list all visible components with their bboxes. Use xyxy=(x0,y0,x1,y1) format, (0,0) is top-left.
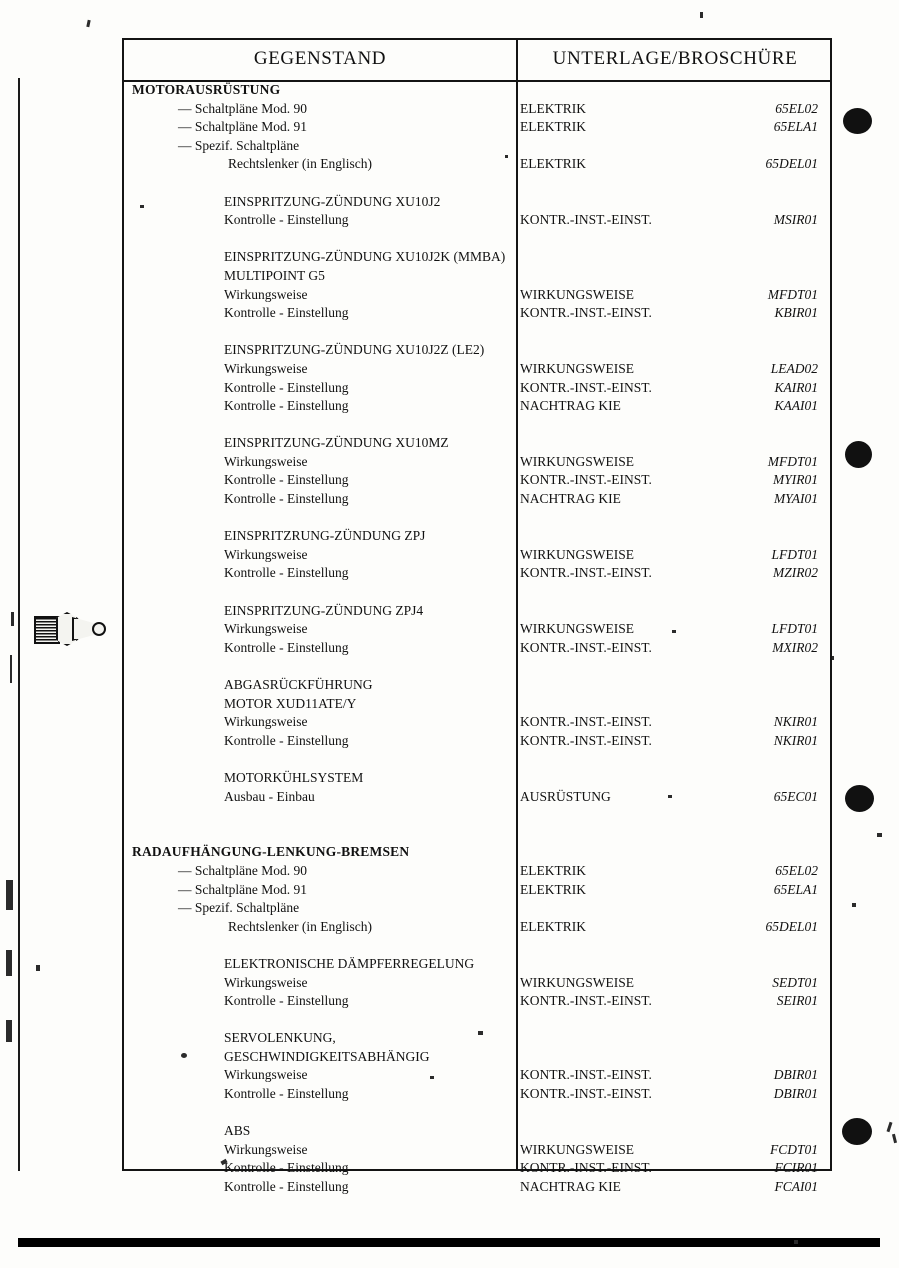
table-row xyxy=(124,1049,830,1068)
row-subject: EINSPRITZUNG-ZÜNDUNG XU10J2Z (LE2) xyxy=(224,342,485,358)
table-spacer-row xyxy=(124,510,830,529)
row-subject: Wirkungsweise xyxy=(224,1141,308,1157)
scan-artifact-blob xyxy=(842,1118,872,1145)
row-document: WIRKUNGSWEISE xyxy=(520,621,634,637)
table-row xyxy=(124,212,830,231)
content-table xyxy=(122,38,832,1195)
row-subject: Kontrolle - Einstellung xyxy=(224,472,349,488)
row-subject: — Schaltpläne Mod. 90 xyxy=(178,862,307,878)
row-document: WIRKUNGSWEISE xyxy=(520,453,634,469)
row-code: 65EL02 xyxy=(775,100,818,116)
row-code: FCDT01 xyxy=(769,1141,818,1157)
row-subject: Kontrolle - Einstellung xyxy=(224,639,349,655)
row-subject: Kontrolle - Einstellung xyxy=(224,993,349,1009)
row-subject: Wirkungsweise xyxy=(224,714,308,730)
table-header-row xyxy=(124,40,830,80)
scan-artifact-blob xyxy=(843,108,872,134)
table-spacer-row xyxy=(124,1012,830,1031)
table-row xyxy=(124,640,830,659)
table-row xyxy=(124,770,830,789)
scan-speckle xyxy=(36,965,40,971)
row-subject: — Schaltpläne Mod. 91 xyxy=(178,881,307,897)
row-subject: Kontrolle - Einstellung xyxy=(224,732,349,748)
row-code: MFDT01 xyxy=(767,453,818,469)
row-code: MYAI01 xyxy=(773,491,818,507)
row-subject: Wirkungsweise xyxy=(224,453,308,469)
row-subject: ELEKTRONISCHE DÄMPFERREGELUNG xyxy=(224,955,475,971)
table-spacer-row xyxy=(124,417,830,436)
row-document: NACHTRAG KIE xyxy=(520,398,621,414)
row-code: LFDT01 xyxy=(771,621,818,637)
row-code: SEIR01 xyxy=(776,993,818,1009)
row-code: KAAI01 xyxy=(774,398,818,414)
row-document: KONTR.-INST.-EINST. xyxy=(520,1067,652,1083)
row-document: NACHTRAG KIE xyxy=(520,491,621,507)
row-document: KONTR.-INST.-EINST. xyxy=(520,212,652,228)
table-row xyxy=(124,621,830,640)
row-code: MXIR02 xyxy=(772,639,818,655)
table-row xyxy=(124,454,830,473)
row-document: ELEKTRIK xyxy=(520,862,586,878)
scan-speckle xyxy=(852,903,856,907)
table-row xyxy=(124,993,830,1012)
table-row xyxy=(124,1142,830,1161)
table-row xyxy=(124,249,830,268)
table-row xyxy=(124,844,830,863)
row-subject: Kontrolle - Einstellung xyxy=(224,379,349,395)
row-subject: Ausbau - Einbau xyxy=(224,788,315,804)
table-row xyxy=(124,603,830,622)
table-row xyxy=(124,342,830,361)
row-subject: Kontrolle - Einstellung xyxy=(224,565,349,581)
row-document: WIRKUNGSWEISE xyxy=(520,546,634,562)
row-code: DBIR01 xyxy=(773,1086,818,1102)
table-row xyxy=(124,696,830,715)
row-subject: Kontrolle - Einstellung xyxy=(224,212,349,228)
table-row xyxy=(124,882,830,901)
row-code: MFDT01 xyxy=(767,286,818,302)
row-code: MSIR01 xyxy=(773,212,818,228)
row-subject: Wirkungsweise xyxy=(224,360,308,376)
row-document: KONTR.-INST.-EINST. xyxy=(520,732,652,748)
row-subject: RADAUFHÄNGUNG-LENKUNG-BREMSEN xyxy=(132,844,410,860)
row-code: NKIR01 xyxy=(773,714,818,730)
table-spacer-row xyxy=(124,324,830,343)
table-row xyxy=(124,1123,830,1142)
table-spacer-row xyxy=(124,584,830,603)
row-subject: MOTORAUSRÜSTUNG xyxy=(132,82,281,97)
row-code: 65ELA1 xyxy=(773,881,818,897)
row-subject: Kontrolle - Einstellung xyxy=(224,1160,349,1176)
table-row xyxy=(124,919,830,938)
row-document: KONTR.-INST.-EINST. xyxy=(520,993,652,1009)
row-subject: ABGASRÜCKFÜHRUNG xyxy=(224,677,373,692)
row-subject: Wirkungsweise xyxy=(224,286,308,302)
scan-speckle xyxy=(11,612,14,626)
table-row xyxy=(124,305,830,324)
table-row xyxy=(124,194,830,213)
row-code: KAIR01 xyxy=(774,379,818,395)
row-subject: Kontrolle - Einstellung xyxy=(224,1086,349,1102)
table-row xyxy=(124,975,830,994)
row-document: KONTR.-INST.-EINST. xyxy=(520,565,652,581)
row-subject: EINSPRITZUNG-ZÜNDUNG ZPJ4 xyxy=(224,602,424,618)
table-spacer-row xyxy=(124,1105,830,1124)
row-document: WIRKUNGSWEISE xyxy=(520,286,634,302)
row-subject: SERVOLENKUNG, xyxy=(224,1030,336,1046)
row-code: DBIR01 xyxy=(773,1067,818,1083)
table-row xyxy=(124,733,830,752)
row-code: MYIR01 xyxy=(773,472,818,488)
scan-speckle xyxy=(86,20,90,27)
row-document: KONTR.-INST.-EINST. xyxy=(520,472,652,488)
table-row xyxy=(124,900,830,919)
table-spacer-row xyxy=(124,937,830,956)
row-code: LFDT01 xyxy=(771,546,818,562)
table-spacer-row xyxy=(124,807,830,826)
row-code: 65DEL01 xyxy=(765,156,818,172)
table-row xyxy=(124,1086,830,1105)
row-subject: ABS xyxy=(224,1123,251,1139)
row-subject: Rechtslenker (in Englisch) xyxy=(228,156,372,172)
row-document: KONTR.-INST.-EINST. xyxy=(520,1086,652,1102)
scan-speckle xyxy=(887,1122,893,1132)
scan-artifact-blob xyxy=(845,785,874,812)
table-spacer-row xyxy=(124,231,830,250)
table-row xyxy=(124,398,830,417)
row-code: 65DEL01 xyxy=(765,918,818,934)
row-subject: Rechtslenker (in Englisch) xyxy=(228,918,372,934)
table-row xyxy=(124,1179,830,1198)
spark-plug-tip xyxy=(92,622,106,636)
table-row xyxy=(124,789,830,808)
row-subject: Wirkungsweise xyxy=(224,546,308,562)
row-subject: GESCHWINDIGKEITSABHÄNGIG xyxy=(224,1048,430,1064)
scan-speckle xyxy=(6,880,13,910)
table-row xyxy=(124,565,830,584)
table-row xyxy=(124,138,830,157)
row-document: ELEKTRIK xyxy=(520,156,586,172)
row-code: FCAI01 xyxy=(774,1179,818,1195)
row-subject: — Spezif. Schaltpläne xyxy=(178,900,300,916)
row-subject: EINSPRITZUNG-ZÜNDUNG XU10MZ xyxy=(224,435,449,451)
table-row xyxy=(124,956,830,975)
row-document: KONTR.-INST.-EINST. xyxy=(520,639,652,655)
row-subject: — Schaltpläne Mod. 90 xyxy=(178,100,307,116)
table-row xyxy=(124,528,830,547)
row-subject: Wirkungsweise xyxy=(224,1067,308,1083)
scan-speckle xyxy=(10,655,12,683)
table-row xyxy=(124,119,830,138)
table-row xyxy=(124,268,830,287)
table-row xyxy=(124,380,830,399)
table-row xyxy=(124,361,830,380)
scan-speckle xyxy=(794,1240,798,1244)
row-subject: Kontrolle - Einstellung xyxy=(224,398,349,414)
row-subject: Kontrolle - Einstellung xyxy=(224,305,349,321)
row-subject: Wirkungsweise xyxy=(224,621,308,637)
row-code: 65ELA1 xyxy=(773,119,818,135)
row-document: ELEKTRIK xyxy=(520,100,586,116)
scan-speckle xyxy=(6,950,12,976)
scan-speckle xyxy=(6,1020,12,1042)
row-document: WIRKUNGSWEISE xyxy=(520,360,634,376)
table-row xyxy=(124,156,830,175)
table-row xyxy=(124,1160,830,1179)
table-spacer-row xyxy=(124,175,830,194)
row-subject: MULTIPOINT G5 xyxy=(224,267,325,283)
row-document: KONTR.-INST.-EINST. xyxy=(520,305,652,321)
table-row xyxy=(124,1067,830,1086)
table-spacer-row xyxy=(124,658,830,677)
table-spacer-row xyxy=(124,826,830,845)
row-code: SEDT01 xyxy=(772,974,818,990)
row-document: AUSRÜSTUNG xyxy=(520,788,611,804)
table-row xyxy=(124,82,830,101)
row-document: ELEKTRIK xyxy=(520,881,586,897)
row-subject: Kontrolle - Einstellung xyxy=(224,1179,349,1195)
row-subject: EINSPRITZUNG-ZÜNDUNG XU10J2K (MMBA) xyxy=(224,249,506,265)
row-document: NACHTRAG KIE xyxy=(520,1179,621,1195)
row-code: KBIR01 xyxy=(774,305,818,321)
row-code: 65EC01 xyxy=(773,788,818,804)
row-code: LEAD02 xyxy=(770,360,818,376)
page-bottom-bar xyxy=(18,1238,880,1247)
row-subject: EINSPRITZRUNG-ZÜNDUNG ZPJ xyxy=(224,528,426,544)
table-row xyxy=(124,435,830,454)
table-row xyxy=(124,1030,830,1049)
table-row xyxy=(124,547,830,566)
row-document: WIRKUNGSWEISE xyxy=(520,974,634,990)
table-row xyxy=(124,714,830,733)
row-subject: — Schaltpläne Mod. 91 xyxy=(178,119,307,135)
row-document: KONTR.-INST.-EINST. xyxy=(520,714,652,730)
row-code: 65EL02 xyxy=(775,862,818,878)
scan-speckle xyxy=(700,12,703,18)
row-document: ELEKTRIK xyxy=(520,119,586,135)
spark-plug-icon xyxy=(30,608,104,646)
row-subject: — Spezif. Schaltpläne xyxy=(178,137,300,153)
table-row xyxy=(124,677,830,696)
row-document: ELEKTRIK xyxy=(520,918,586,934)
table-row xyxy=(124,491,830,510)
page-frame-left-rule xyxy=(18,78,20,1171)
table-row xyxy=(124,101,830,120)
column-header-subject: GEGENSTAND xyxy=(253,48,387,69)
row-subject: MOTOR XUD11ATE/Y xyxy=(224,695,357,711)
row-code: FCIR01 xyxy=(774,1160,818,1176)
row-subject: Wirkungsweise xyxy=(224,974,308,990)
row-code: MZIR02 xyxy=(773,565,818,581)
table-spacer-row xyxy=(124,751,830,770)
table-row xyxy=(124,472,830,491)
scan-artifact-blob xyxy=(845,441,872,468)
scan-speckle xyxy=(877,833,882,837)
row-document: KONTR.-INST.-EINST. xyxy=(520,379,652,395)
table-row xyxy=(124,863,830,882)
row-subject: MOTORKÜHLSYSTEM xyxy=(224,769,364,785)
row-document: KONTR.-INST.-EINST. xyxy=(520,1160,652,1176)
row-subject: Kontrolle - Einstellung xyxy=(224,491,349,507)
row-subject: EINSPRITZUNG-ZÜNDUNG XU10J2 xyxy=(224,193,441,209)
table-body xyxy=(124,82,830,1195)
row-document: WIRKUNGSWEISE xyxy=(520,1141,634,1157)
scan-speckle xyxy=(892,1134,897,1143)
row-code: NKIR01 xyxy=(773,732,818,748)
column-header-document: UNTERLAGE/BROSCHÜRE xyxy=(552,48,798,69)
table-row xyxy=(124,287,830,306)
